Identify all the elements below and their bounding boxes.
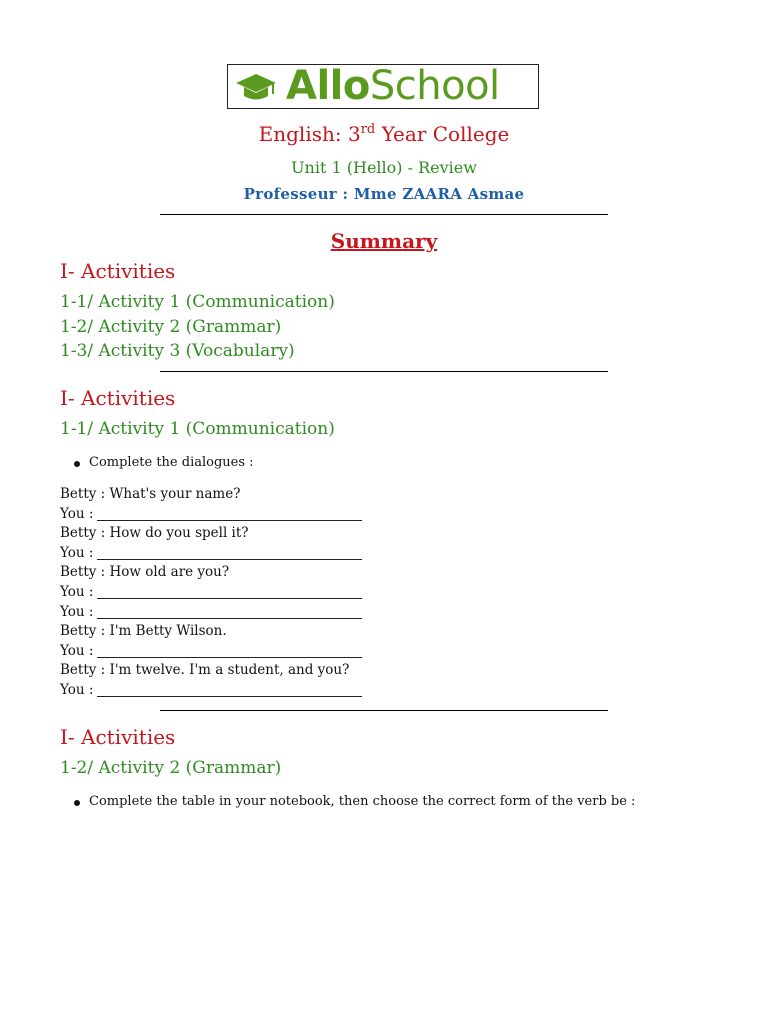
unit-subtitle: Unit 1 (Hello) - Review — [291, 158, 477, 177]
dialogue-line: You : — [60, 583, 362, 602]
activity2-instruction: Complete the table in your notebook, then choose the correct form of the verb be : — [74, 794, 635, 809]
divider — [160, 371, 608, 372]
dialogue-line: Betty : How do you spell it? — [60, 525, 249, 541]
summary-item: 1-1/ Activity 1 (Communication) — [60, 292, 335, 312]
summary-item: 1-3/ Activity 3 (Vocabulary) — [60, 341, 295, 361]
summary-item: 1-2/ Activity 2 (Grammar) — [60, 317, 282, 337]
activity1-section-heading: I- Activities — [60, 386, 176, 410]
summary-section-heading: I- Activities — [60, 259, 176, 283]
page-title: English: 3rd Year College — [258, 122, 510, 146]
dialogue-line: You : — [60, 544, 362, 563]
answer-blank[interactable] — [97, 604, 362, 619]
dialogue-line: Betty : How old are you? — [60, 564, 230, 580]
divider — [160, 214, 608, 215]
answer-blank[interactable] — [97, 643, 362, 658]
answer-blank[interactable] — [97, 545, 362, 560]
dialogue-line: Betty : I'm twelve. I'm a student, and you? — [60, 662, 350, 678]
graduation-cap-icon — [234, 70, 278, 104]
dialogue-line: Betty : What's your name? — [60, 486, 241, 502]
dialogue-line: Betty : I'm Betty Wilson. — [60, 623, 227, 639]
activity2-title: 1-2/ Activity 2 (Grammar) — [60, 758, 282, 778]
dialogue-line: You : — [60, 505, 362, 524]
activity1-instruction: Complete the dialogues : — [74, 455, 254, 470]
answer-blank[interactable] — [97, 682, 362, 697]
logo-text: AlloSchool — [286, 63, 500, 109]
answer-blank[interactable] — [97, 584, 362, 599]
activity2-section-heading: I- Activities — [60, 725, 176, 749]
answer-blank[interactable] — [97, 506, 362, 521]
summary-heading: Summary — [330, 229, 438, 253]
dialogue-line: You : — [60, 603, 362, 622]
activity1-title: 1-1/ Activity 1 (Communication) — [60, 419, 335, 439]
teacher-name: Professeur : Mme ZAARA Asmae — [243, 185, 525, 203]
dialogue-line: You : — [60, 681, 362, 700]
alloschool-logo — [227, 64, 539, 109]
dialogue-line: You : — [60, 642, 362, 661]
divider — [160, 710, 608, 711]
